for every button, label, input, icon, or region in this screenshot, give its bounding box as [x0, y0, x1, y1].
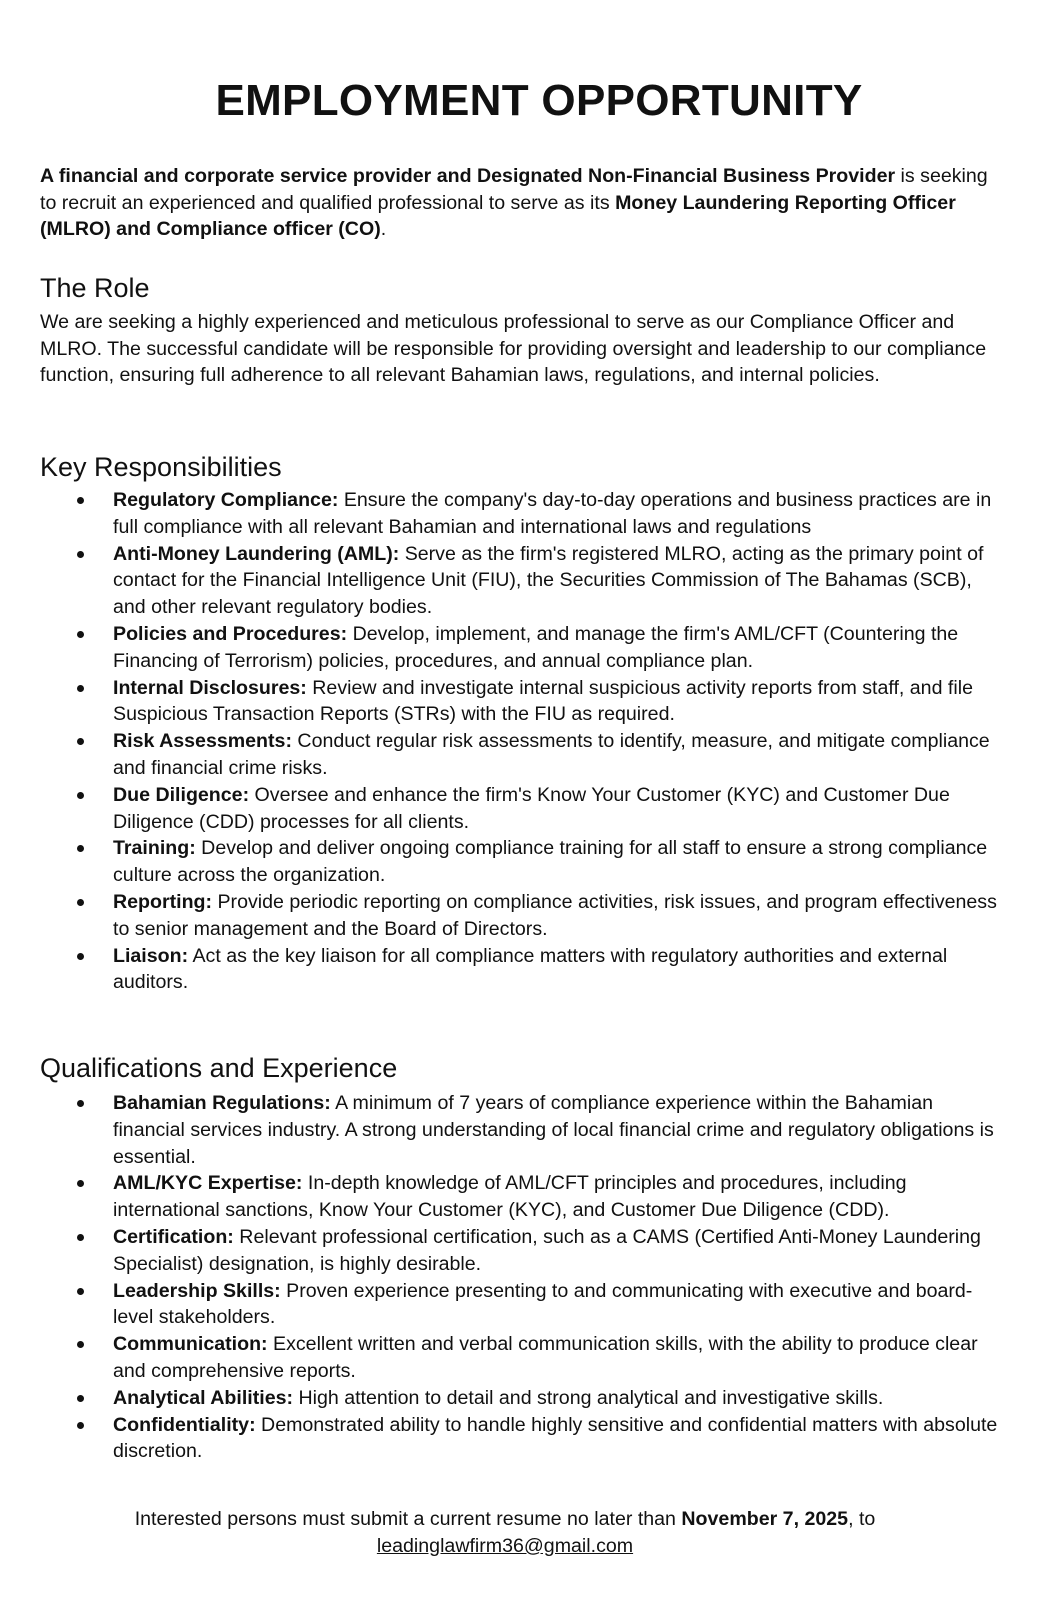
intro-bold-2: Money Laundering Reporting Officer (MLRO) and Compliance officer (CO)	[40, 191, 956, 240]
bullet-icon	[77, 1234, 84, 1241]
bullet-icon	[77, 1395, 84, 1402]
deadline-date: November 7, 2025	[681, 1508, 849, 1530]
qualification-item	[0, 1170, 1000, 1224]
bullet-icon	[77, 497, 84, 504]
role-text: We are seeking a highly experienced and meticulous professional to serve as our Compliance Officer and MLRO. The successful candidate will be responsible for providing oversight and leadership to our compliance function, ensuring full adherence to all relevant Bahamian laws, regulations, and internal policies.	[40, 311, 987, 386]
intro-text-1: is seeking to recruit an experienced and qualified professional to serve as its	[40, 165, 988, 214]
bullet-icon	[77, 1288, 84, 1295]
bullet-icon	[77, 1341, 84, 1348]
responsibility-item	[0, 728, 1000, 782]
bullet-icon	[77, 631, 84, 638]
qualification-item-text: High attention to detail and strong analytical and investigative skills.	[293, 1386, 884, 1409]
bullet-icon	[77, 738, 84, 745]
responsibility-item	[0, 943, 1000, 997]
bullet-icon	[77, 899, 84, 906]
qualification-item-label: Leadership Skills:	[113, 1279, 281, 1302]
footer-text: Interested persons must submit a current resume no later than	[134, 1508, 682, 1530]
responsibility-item	[0, 621, 1000, 675]
responsibility-item-text: Ensure the company's day-to-day operations and business practices are in full compliance with all relevant Bahamian and international laws and regulations	[113, 489, 992, 538]
qualification-item-label: Bahamian Regulations:	[113, 1092, 331, 1114]
qualification-item-label: Communication:	[113, 1333, 268, 1356]
bullet-icon	[77, 1422, 84, 1429]
qualification-item-text: Excellent written and verbal communication skills, with the ability to produce clear and comprehensive reports.	[113, 1333, 978, 1382]
bullet-icon	[77, 792, 84, 799]
responsibility-item-text: Develop and deliver ongoing compliance training for all staff to ensure a strong compliance culture across the organization.	[113, 837, 988, 887]
responsibility-item-label: Risk Assessments:	[113, 730, 292, 753]
qualification-item	[0, 1278, 1000, 1332]
responsibility-item-text: Serve as the firm's registered MLRO, acting as the primary point of contact for the Financial Intelligence Unit (FIU), the Securities Commission of The Bahamas (SCB), and other relevant regulatory bodies.	[113, 542, 984, 619]
responsibility-item	[0, 889, 1000, 943]
qualifications-heading: Qualifications and Experience	[40, 1053, 398, 1083]
responsibility-item	[0, 782, 1000, 836]
intro-bold-1: A financial and corporate service provider and Designated Non-Financial Business Provider	[40, 165, 896, 187]
responsibilities-heading: Key Responsibilities	[40, 452, 282, 482]
bullet-icon	[77, 953, 84, 960]
responsibility-item-label: Training:	[113, 837, 196, 860]
qualification-item-text: In-depth knowledge of AML/CFT principles and procedures, including international sanctions, Know Your Customer (KYC), and Customer Due Diligence (CDD).	[113, 1172, 907, 1222]
qualification-item	[0, 1385, 1000, 1412]
qualification-item-label: Confidentiality:	[113, 1413, 256, 1436]
application-instructions	[0, 1506, 1010, 1560]
qualification-item	[0, 1224, 1000, 1278]
qualifications-list	[0, 1090, 1000, 1465]
qualification-item-text: Proven experience presenting to and communicating with executive and board-level stakeholders.	[113, 1279, 973, 1329]
responsibility-item-text: Conduct regular risk assessments to identify, measure, and mitigate compliance and financial crime risks.	[113, 730, 990, 779]
bullet-icon	[77, 1100, 84, 1107]
qualification-item	[0, 1090, 1000, 1170]
responsibility-item-text: Oversee and enhance the firm's Know Your Customer (KYC) and Customer Due Diligence (CDD) processes for all clients.	[113, 783, 950, 833]
responsibility-item-label: Internal Disclosures:	[113, 676, 307, 699]
intro-paragraph	[40, 163, 1000, 243]
qualification-item-text: Demonstrated ability to handle highly sensitive and confidential matters with absolute discretion.	[113, 1413, 998, 1463]
bullet-icon	[77, 551, 84, 558]
responsibility-item-label: Policies and Procedures:	[113, 622, 348, 645]
bullet-icon	[77, 685, 84, 692]
responsibility-item-label: Anti-Money Laundering (AML):	[113, 542, 400, 565]
responsibility-item-text: Provide periodic reporting on compliance activities, risk issues, and program effectiveness to senior management and the Board of Directors.	[113, 890, 997, 940]
qualification-item-label: AML/KYC Expertise:	[113, 1172, 303, 1195]
responsibility-item-label: Regulatory Compliance:	[113, 489, 339, 511]
responsibility-item-text: Act as the key liaison for all compliance matters with regulatory authorities and external auditors.	[113, 944, 948, 994]
responsibility-item	[0, 541, 1000, 621]
role-heading: The Role	[40, 273, 150, 303]
qualification-item-label: Certification:	[113, 1225, 234, 1248]
responsibility-item-text: Review and investigate internal suspicious activity reports from staff, and file Suspicious Transaction Reports (STRs) with the FIU as required.	[113, 676, 973, 726]
responsibility-item-label: Reporting:	[113, 890, 213, 913]
qualification-item-text: A minimum of 7 years of compliance experience within the Bahamian financial services industry. A strong understanding of local financial crime and regulatory obligations is essential.	[113, 1092, 994, 1168]
bullet-icon	[77, 845, 84, 852]
bullet-icon	[77, 1180, 84, 1187]
responsibilities-list	[0, 487, 1000, 996]
responsibility-item-label: Liaison:	[113, 944, 189, 967]
responsibility-item	[0, 675, 1000, 729]
responsibility-item	[0, 835, 1000, 889]
page-title: EMPLOYMENT OPPORTUNITY	[215, 76, 863, 125]
qualification-item	[0, 1412, 1000, 1466]
footer-suffix: , to	[848, 1508, 876, 1530]
responsibility-item	[0, 487, 1000, 541]
qualification-item-text: Relevant professional certification, such as a CAMS (Certified Anti-Money Laundering Specialist) designation, is highly desirable.	[113, 1225, 981, 1275]
qualification-item	[0, 1331, 1000, 1385]
responsibility-item-label: Due Diligence:	[113, 783, 250, 806]
responsibility-item-text: Develop, implement, and manage the firm's AML/CFT (Countering the Financing of Terrorism) policies, procedures, and annual compliance plan.	[113, 622, 959, 672]
intro-text-2: .	[380, 218, 387, 240]
qualification-item-label: Analytical Abilities:	[113, 1386, 294, 1409]
email-link[interactable]: leadinglawfirm36@gmail.com	[376, 1535, 634, 1557]
role-paragraph	[40, 309, 1000, 389]
